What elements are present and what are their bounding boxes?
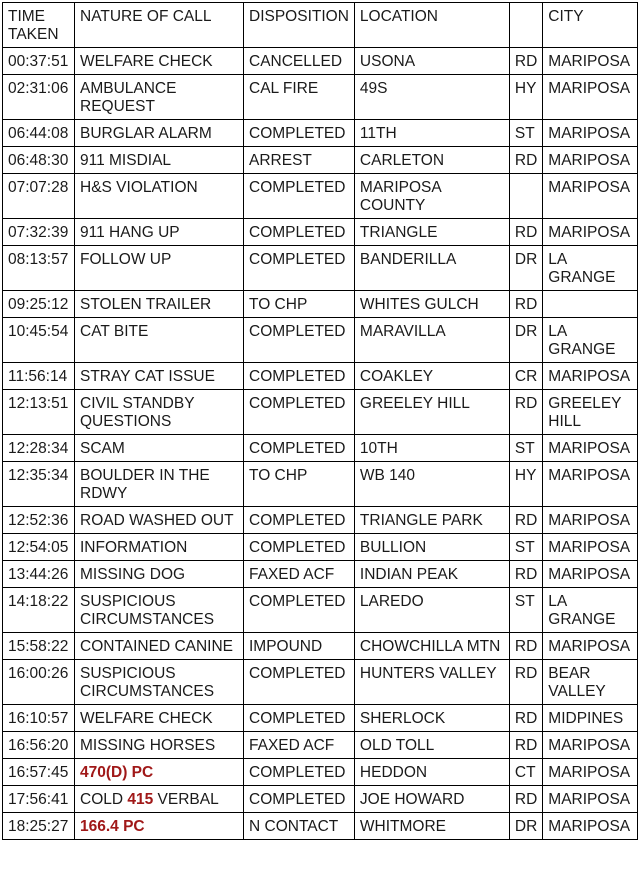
table-row [3,507,638,534]
disposition-cell: COMPLETED [244,435,355,462]
city-cell: MARIPOSA [543,120,638,147]
nature-cell: BURGLAR ALARM [75,120,244,147]
city-cell: MARIPOSA [543,732,638,759]
location-cell: BULLION [354,534,509,561]
nature-cell: SCAM [75,435,244,462]
table-row [3,588,638,633]
table-row [3,462,638,507]
street-suffix-cell: ST [509,534,542,561]
table-row [3,435,638,462]
time-cell: 15:58:22 [3,633,75,660]
disposition-cell: COMPLETED [244,174,355,219]
time-cell: 12:13:51 [3,390,75,435]
nature-text: COLD [80,791,128,808]
location-cell: WHITES GULCH [354,291,509,318]
table-row [3,174,638,219]
nature-cell [75,813,244,840]
city-cell: MARIPOSA [543,219,638,246]
location-cell: 49S [354,75,509,120]
table-row [3,705,638,732]
street-suffix-cell: RD [509,219,542,246]
location-cell: TRIANGLE PARK [354,507,509,534]
disposition-cell: TO CHP [244,291,355,318]
location-cell: MARIPOSA COUNTY [354,174,509,219]
disposition-cell: FAXED ACF [244,732,355,759]
time-cell: 11:56:14 [3,363,75,390]
time-cell: 17:56:41 [3,786,75,813]
city-cell: MARIPOSA [543,147,638,174]
street-suffix-cell: RD [509,147,542,174]
disposition-cell: COMPLETED [244,534,355,561]
table-row [3,633,638,660]
nature-cell: BOULDER IN THE RDWY [75,462,244,507]
nature-cell: AMBULANCE REQUEST [75,75,244,120]
city-cell: MARIPOSA [543,48,638,75]
city-cell: MARIPOSA [543,534,638,561]
location-cell: GREELEY HILL [354,390,509,435]
time-cell: 16:10:57 [3,705,75,732]
time-cell: 00:37:51 [3,48,75,75]
street-suffix-cell: RD [509,48,542,75]
table-row [3,390,638,435]
nature-cell: H&S VIOLATION [75,174,244,219]
time-cell: 08:13:57 [3,246,75,291]
table-row [3,786,638,813]
location-cell: WB 140 [354,462,509,507]
disposition-cell: COMPLETED [244,705,355,732]
table-row [3,219,638,246]
table-row [3,759,638,786]
time-cell: 06:48:30 [3,147,75,174]
city-cell: MARIPOSA [543,462,638,507]
street-suffix-cell: RD [509,660,542,705]
street-suffix-cell: ST [509,120,542,147]
nature-cell: SUSPICIOUS CIRCUMSTANCES [75,588,244,633]
location-cell: CHOWCHILLA MTN [354,633,509,660]
street-suffix-cell: CR [509,363,542,390]
nature-cell: SUSPICIOUS CIRCUMSTANCES [75,660,244,705]
nature-cell [75,786,244,813]
disposition-cell: COMPLETED [244,363,355,390]
nature-cell: STRAY CAT ISSUE [75,363,244,390]
header-street-suffix [509,3,542,48]
location-cell: INDIAN PEAK [354,561,509,588]
city-cell: MARIPOSA [543,813,638,840]
location-cell: USONA [354,48,509,75]
disposition-cell: TO CHP [244,462,355,507]
city-cell: LA GRANGE [543,246,638,291]
disposition-cell: COMPLETED [244,219,355,246]
table-row [3,318,638,363]
location-cell: HEDDON [354,759,509,786]
city-cell: MIDPINES [543,705,638,732]
street-suffix-cell: RD [509,786,542,813]
street-suffix-cell: HY [509,462,542,507]
header-location: LOCATION [354,3,509,48]
time-cell: 09:25:12 [3,291,75,318]
location-cell: BANDERILLA [354,246,509,291]
location-cell: 11TH [354,120,509,147]
street-suffix-cell [509,174,542,219]
disposition-cell: CAL FIRE [244,75,355,120]
nature-cell: FOLLOW UP [75,246,244,291]
location-cell: 10TH [354,435,509,462]
code-highlight: 470(D) PC [80,764,154,781]
time-cell: 07:32:39 [3,219,75,246]
street-suffix-cell: DR [509,813,542,840]
time-cell: 07:07:28 [3,174,75,219]
disposition-cell: ARREST [244,147,355,174]
table-row [3,732,638,759]
location-cell: TRIANGLE [354,219,509,246]
city-cell: BEAR VALLEY [543,660,638,705]
table-header [3,3,638,48]
nature-cell: MISSING HORSES [75,732,244,759]
table-row [3,291,638,318]
disposition-cell: COMPLETED [244,786,355,813]
nature-cell [75,759,244,786]
street-suffix-cell: RD [509,732,542,759]
nature-cell: 911 MISDIAL [75,147,244,174]
table-row [3,660,638,705]
city-cell: MARIPOSA [543,759,638,786]
location-cell: LAREDO [354,588,509,633]
city-cell: LA GRANGE [543,318,638,363]
street-suffix-cell: CT [509,759,542,786]
location-cell: WHITMORE [354,813,509,840]
city-cell: MARIPOSA [543,561,638,588]
disposition-cell: COMPLETED [244,588,355,633]
header-city: CITY [543,3,638,48]
time-cell: 12:28:34 [3,435,75,462]
time-cell: 16:00:26 [3,660,75,705]
location-cell: MARAVILLA [354,318,509,363]
nature-text: VERBAL [153,791,219,808]
disposition-cell: COMPLETED [244,759,355,786]
city-cell: MARIPOSA [543,75,638,120]
city-cell: GREELEY HILL [543,390,638,435]
disposition-cell: IMPOUND [244,633,355,660]
disposition-cell: CANCELLED [244,48,355,75]
table-row [3,561,638,588]
street-suffix-cell: DR [509,318,542,363]
disposition-cell: COMPLETED [244,120,355,147]
street-suffix-cell: DR [509,246,542,291]
disposition-cell: COMPLETED [244,318,355,363]
city-cell [543,291,638,318]
nature-cell: STOLEN TRAILER [75,291,244,318]
time-cell: 14:18:22 [3,588,75,633]
table-row [3,363,638,390]
city-cell: MARIPOSA [543,435,638,462]
city-cell: MARIPOSA [543,363,638,390]
location-cell: OLD TOLL [354,732,509,759]
location-cell: JOE HOWARD [354,786,509,813]
disposition-cell: COMPLETED [244,390,355,435]
nature-cell: MISSING DOG [75,561,244,588]
city-cell: MARIPOSA [543,633,638,660]
city-cell: MARIPOSA [543,507,638,534]
city-cell: MARIPOSA [543,786,638,813]
header-time-taken: TIME TAKEN [3,3,75,48]
location-cell: CARLETON [354,147,509,174]
time-cell: 13:44:26 [3,561,75,588]
table-row [3,534,638,561]
header-disposition: DISPOSITION [244,3,355,48]
disposition-cell: COMPLETED [244,507,355,534]
time-cell: 10:45:54 [3,318,75,363]
street-suffix-cell: ST [509,588,542,633]
city-cell: MARIPOSA [543,174,638,219]
nature-cell: 911 HANG UP [75,219,244,246]
street-suffix-cell: RD [509,705,542,732]
location-cell: HUNTERS VALLEY [354,660,509,705]
street-suffix-cell: ST [509,435,542,462]
street-suffix-cell: RD [509,507,542,534]
time-cell: 12:52:36 [3,507,75,534]
table-body [3,48,638,840]
location-cell: COAKLEY [354,363,509,390]
street-suffix-cell: RD [509,561,542,588]
table-row [3,120,638,147]
table-row [3,147,638,174]
table-row [3,48,638,75]
time-cell: 12:35:34 [3,462,75,507]
nature-cell: WELFARE CHECK [75,48,244,75]
code-highlight: 415 [127,791,154,808]
city-cell: LA GRANGE [543,588,638,633]
street-suffix-cell: RD [509,291,542,318]
header-row [3,3,638,48]
time-cell: 12:54:05 [3,534,75,561]
nature-cell: CAT BITE [75,318,244,363]
nature-cell: INFORMATION [75,534,244,561]
location-cell: SHERLOCK [354,705,509,732]
disposition-cell: COMPLETED [244,660,355,705]
time-cell: 06:44:08 [3,120,75,147]
disposition-cell: FAXED ACF [244,561,355,588]
nature-cell: WELFARE CHECK [75,705,244,732]
time-cell: 16:57:45 [3,759,75,786]
street-suffix-cell: RD [509,390,542,435]
disposition-cell: COMPLETED [244,246,355,291]
table-row [3,246,638,291]
nature-cell: ROAD WASHED OUT [75,507,244,534]
call-log-table [2,2,638,840]
time-cell: 16:56:20 [3,732,75,759]
time-cell: 02:31:06 [3,75,75,120]
nature-cell: CIVIL STANDBY QUESTIONS [75,390,244,435]
table-row [3,813,638,840]
street-suffix-cell: RD [509,633,542,660]
code-highlight: 166.4 PC [80,818,145,835]
header-nature-of-call: NATURE OF CALL [75,3,244,48]
nature-cell: CONTAINED CANINE [75,633,244,660]
table-row [3,75,638,120]
time-cell: 18:25:27 [3,813,75,840]
street-suffix-cell: HY [509,75,542,120]
disposition-cell: N CONTACT [244,813,355,840]
